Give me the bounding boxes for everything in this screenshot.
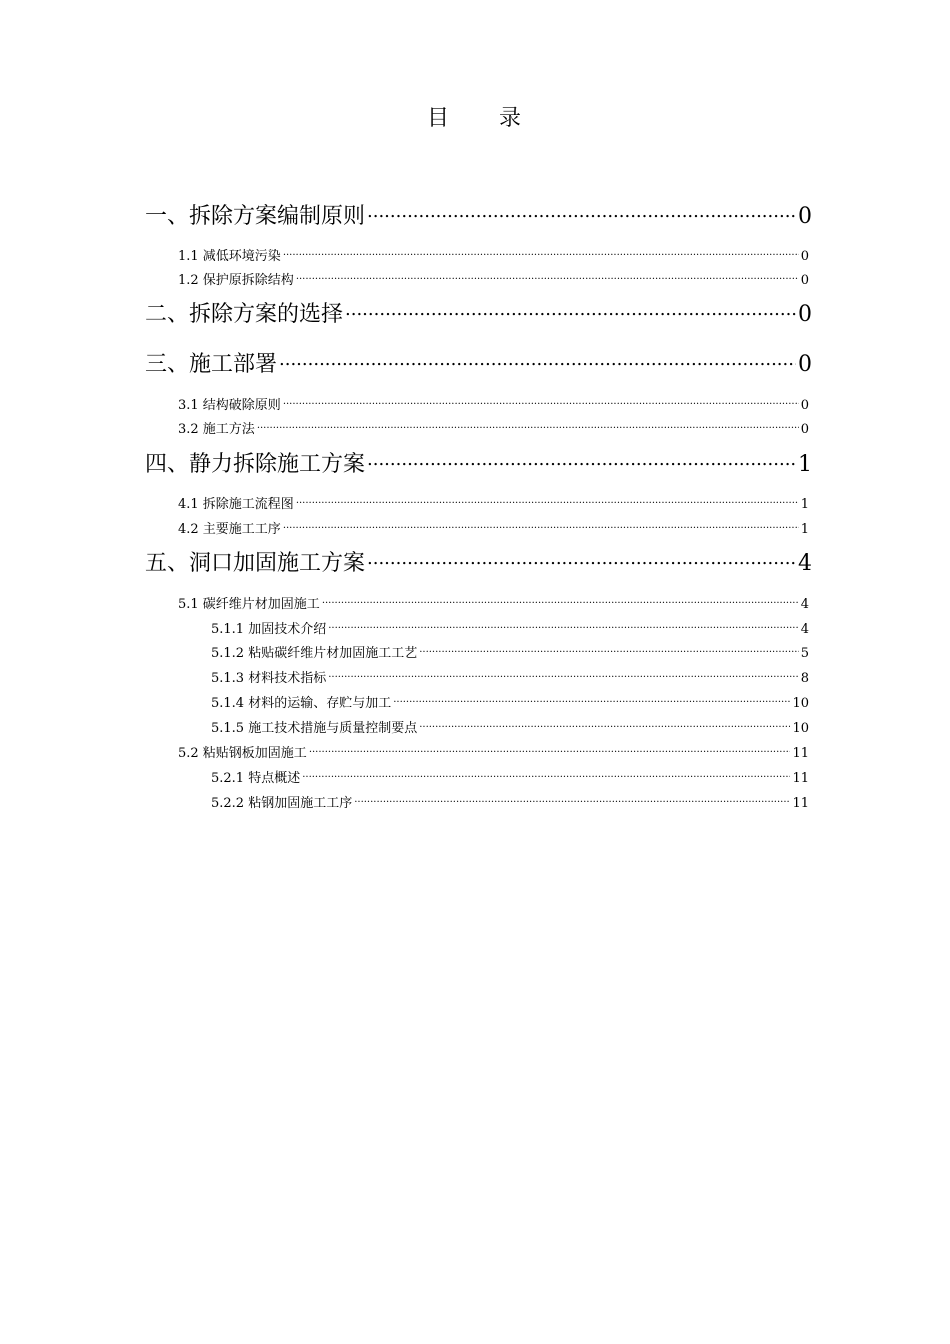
toc-entry-page: 10 bbox=[792, 721, 809, 736]
toc-entry[interactable] bbox=[178, 590, 809, 612]
toc-entry-page: 0 bbox=[800, 273, 809, 288]
dot-leader bbox=[283, 242, 799, 260]
dot-leader bbox=[328, 615, 799, 633]
toc-entry-page: 1 bbox=[798, 452, 812, 477]
toc-entry-label: 3.1 结构破除原则 bbox=[178, 398, 281, 413]
toc-entry-label: 5.1.5 施工技术措施与质量控制要点 bbox=[211, 721, 418, 736]
toc-entry-label: 4.2 主要施工工序 bbox=[178, 522, 281, 537]
dot-leader bbox=[328, 664, 799, 682]
toc-entry[interactable] bbox=[145, 441, 812, 477]
toc-entry[interactable] bbox=[211, 639, 809, 661]
toc-entry-page: 0 bbox=[798, 204, 812, 229]
toc-entry[interactable] bbox=[178, 515, 809, 537]
toc-entry-label: 5.2 粘贴钢板加固施工 bbox=[178, 746, 307, 761]
dot-leader bbox=[283, 391, 799, 409]
toc-entry-page: 8 bbox=[800, 671, 809, 686]
dot-leader bbox=[296, 266, 799, 284]
toc-entry-label: 四、静力拆除施工方案 bbox=[145, 452, 366, 477]
toc-entry[interactable] bbox=[211, 664, 809, 686]
dot-leader bbox=[419, 714, 790, 732]
toc-entry[interactable] bbox=[211, 789, 809, 811]
toc-entry-page: 0 bbox=[800, 398, 809, 413]
toc-entry-label: 5.1 碳纤维片材加固施工 bbox=[178, 597, 320, 612]
toc-entry-page: 5 bbox=[800, 646, 809, 661]
toc-entry[interactable] bbox=[178, 266, 809, 288]
dot-leader bbox=[393, 689, 790, 707]
toc-entry-page: 1 bbox=[800, 497, 809, 512]
toc-entry-label: 4.1 拆除施工流程图 bbox=[178, 497, 294, 512]
dot-leader bbox=[367, 441, 796, 471]
dot-leader bbox=[302, 764, 790, 782]
toc-entry-label: 三、施工部署 bbox=[145, 352, 278, 377]
toc-entry[interactable] bbox=[178, 415, 809, 437]
dot-leader bbox=[354, 789, 790, 807]
toc-entry-label: 一、拆除方案编制原则 bbox=[145, 204, 366, 229]
toc-entry-page: 0 bbox=[800, 422, 809, 437]
toc-entry-label: 5.1.1 加固技术介绍 bbox=[211, 622, 327, 637]
dot-leader bbox=[322, 590, 799, 608]
toc-entry-label: 1.2 保护原拆除结构 bbox=[178, 273, 294, 288]
toc-entry-label: 5.1.3 材料技术指标 bbox=[211, 671, 327, 686]
toc-entry[interactable] bbox=[178, 490, 809, 512]
toc-entry[interactable] bbox=[211, 764, 809, 786]
toc-entry-label: 5.2.1 特点概述 bbox=[211, 771, 301, 786]
toc-entry-page: 10 bbox=[792, 696, 809, 711]
toc-entry[interactable] bbox=[211, 615, 809, 637]
toc-entry[interactable] bbox=[145, 291, 812, 327]
dot-leader bbox=[257, 415, 799, 433]
dot-leader bbox=[419, 639, 799, 657]
toc-entry[interactable] bbox=[145, 341, 812, 377]
toc-entry[interactable] bbox=[145, 193, 812, 229]
toc-entry-label: 5.1.4 材料的运输、存贮与加工 bbox=[211, 696, 392, 711]
toc-entry-page: 11 bbox=[792, 746, 809, 761]
dot-leader bbox=[367, 193, 796, 223]
toc-entry-page: 11 bbox=[792, 796, 809, 811]
toc-entry-label: 5.2.2 粘钢加固施工工序 bbox=[211, 796, 353, 811]
toc-entry[interactable] bbox=[178, 242, 809, 264]
toc-entry-label: 3.2 施工方法 bbox=[178, 422, 255, 437]
dot-leader bbox=[309, 739, 791, 757]
toc-entry-label: 二、拆除方案的选择 bbox=[145, 302, 344, 327]
toc-entry[interactable] bbox=[145, 540, 812, 576]
toc-entry-page: 4 bbox=[800, 597, 809, 612]
page-title: 目 录 bbox=[426, 106, 523, 131]
toc-entry-label: 1.1 减低环境污染 bbox=[178, 249, 281, 264]
dot-leader bbox=[345, 291, 796, 321]
toc-entry[interactable] bbox=[211, 714, 809, 736]
toc-entry[interactable] bbox=[211, 689, 809, 711]
toc-entry-page: 0 bbox=[800, 249, 809, 264]
toc-entry-page: 0 bbox=[798, 302, 812, 327]
toc-entry-label: 5.1.2 粘贴碳纤维片材加固施工工艺 bbox=[211, 646, 418, 661]
toc-entry-page: 4 bbox=[800, 622, 809, 637]
dot-leader bbox=[279, 341, 796, 371]
toc-entry-page: 1 bbox=[800, 522, 809, 537]
dot-leader bbox=[283, 515, 799, 533]
toc-entry-page: 4 bbox=[798, 551, 812, 576]
toc-entry[interactable] bbox=[178, 739, 809, 761]
toc-entry[interactable] bbox=[178, 391, 809, 413]
dot-leader bbox=[367, 540, 796, 570]
toc-entry-page: 11 bbox=[792, 771, 809, 786]
toc-entry-page: 0 bbox=[798, 352, 812, 377]
toc-entry-label: 五、洞口加固施工方案 bbox=[145, 551, 366, 576]
dot-leader bbox=[296, 490, 799, 508]
